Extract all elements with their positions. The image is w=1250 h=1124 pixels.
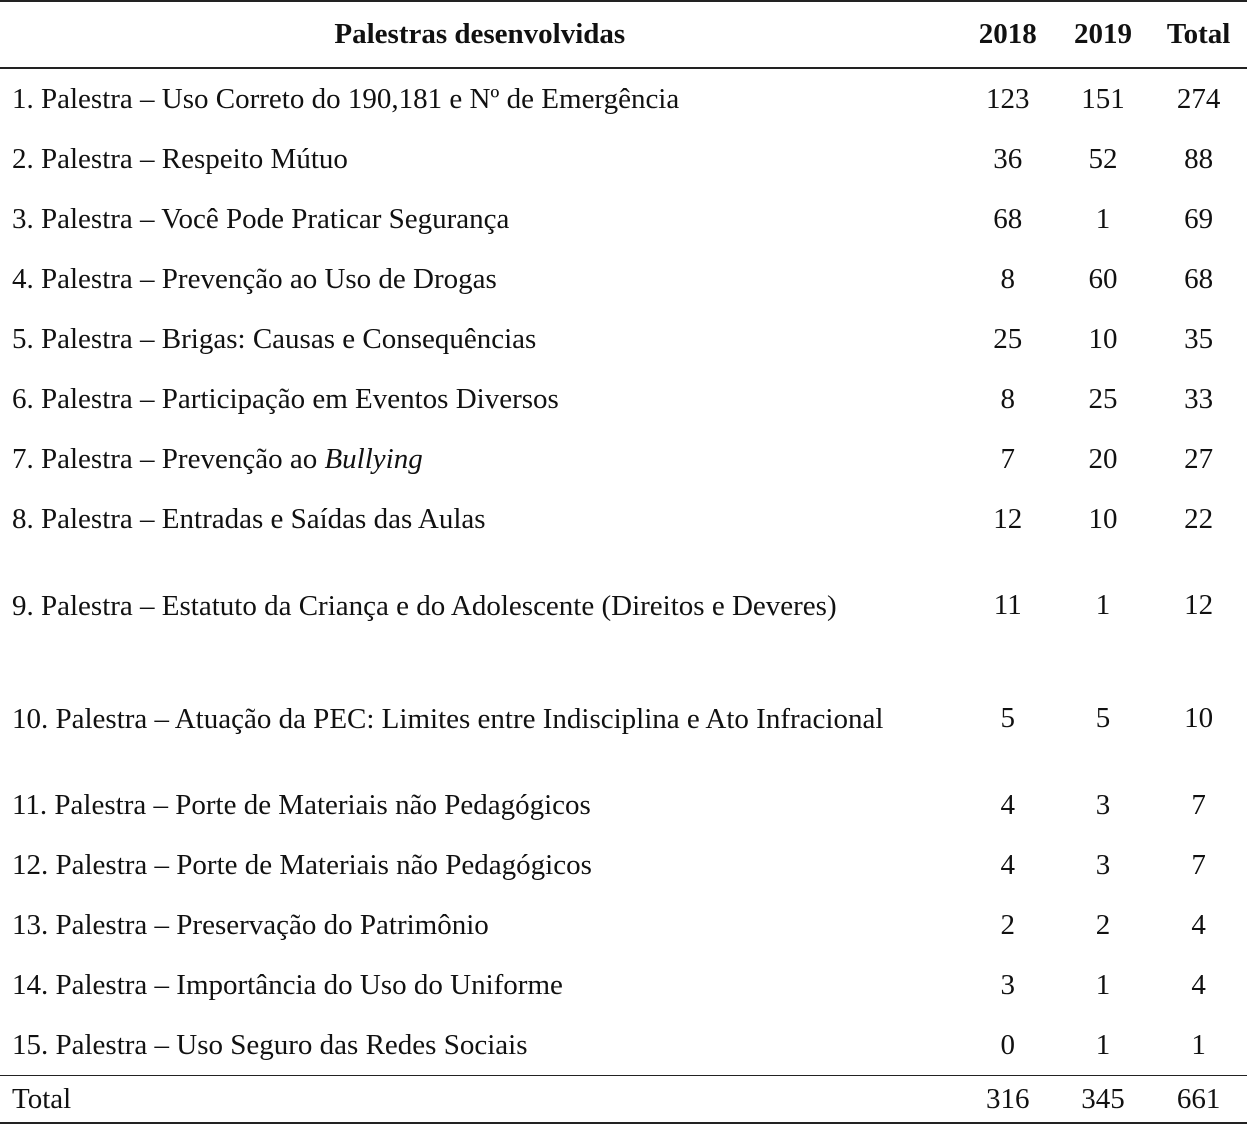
table-row xyxy=(0,662,1247,775)
value-total: 88 xyxy=(1184,142,1214,175)
header-total: Total xyxy=(1150,1,1247,68)
value-2019: 10 xyxy=(1088,502,1118,535)
value-2018: 25 xyxy=(993,322,1023,355)
value-total: 4 xyxy=(1191,968,1206,1001)
table-row xyxy=(0,369,1247,429)
value-2018: 68 xyxy=(993,202,1023,235)
table-row xyxy=(0,189,1247,249)
lecture-name: 9. Palestra – Estatuto da Criança e do Adolescente (Direitos e Deveres) xyxy=(12,589,837,622)
lecture-name: 11. Palestra – Porte de Materiais não Pedagógicos xyxy=(12,789,591,821)
value-2018: 4 xyxy=(1000,848,1015,881)
table-row xyxy=(0,429,1247,489)
value-2018: 11 xyxy=(993,589,1022,621)
value-total: 68 xyxy=(1184,262,1214,295)
value-2018: 0 xyxy=(1000,1028,1015,1061)
value-2019: 20 xyxy=(1088,442,1118,475)
value-total: 4 xyxy=(1191,908,1206,941)
table-row xyxy=(0,955,1247,1015)
value-total: 10 xyxy=(1184,702,1214,734)
value-2018: 3 xyxy=(1000,968,1015,1001)
value-2019: 52 xyxy=(1088,142,1118,175)
table-footer xyxy=(0,1076,1247,1124)
total-2019: 345 xyxy=(1056,1076,1150,1124)
table-row xyxy=(0,895,1247,955)
value-2018: 7 xyxy=(1000,442,1015,475)
value-2019: 1 xyxy=(1095,1028,1111,1061)
value-2019: 60 xyxy=(1088,262,1118,295)
table-row xyxy=(0,549,1247,662)
value-2018: 12 xyxy=(993,502,1023,535)
lecture-name: 7. Palestra – Prevenção ao Bullying xyxy=(12,443,423,475)
table-row xyxy=(0,68,1247,129)
lecture-name: 2. Palestra – Respeito Mútuo xyxy=(12,143,348,175)
value-total: 22 xyxy=(1184,502,1214,535)
value-2019: 5 xyxy=(1095,702,1111,734)
total-2018: 316 xyxy=(960,1076,1056,1124)
value-total: 1 xyxy=(1191,1028,1206,1061)
value-total: 7 xyxy=(1191,788,1206,821)
lecture-name: 10. Palestra – Atuação da PEC: Limites entre Indisciplina e Ato Infracional xyxy=(12,702,884,735)
table-row xyxy=(0,489,1247,549)
value-2018: 123 xyxy=(985,82,1030,115)
total-label: Total xyxy=(0,1076,960,1124)
header-2018: 2018 xyxy=(960,1,1056,68)
total-row xyxy=(0,1076,1247,1124)
header-2019: 2019 xyxy=(1056,1,1150,68)
value-2018: 2 xyxy=(1000,908,1015,941)
lecture-name: 14. Palestra – Importância do Uso do Uniforme xyxy=(12,969,563,1001)
value-2019: 1 xyxy=(1095,202,1111,235)
table-row xyxy=(0,129,1247,189)
value-total: 7 xyxy=(1191,848,1206,881)
value-2018: 5 xyxy=(1000,702,1015,734)
total-overall: 661 xyxy=(1150,1076,1247,1124)
table-header xyxy=(0,1,1247,68)
table-row xyxy=(0,1015,1247,1076)
table-row xyxy=(0,835,1247,895)
value-2019: 1 xyxy=(1095,968,1111,1001)
value-total: 12 xyxy=(1184,589,1214,621)
table-row xyxy=(0,309,1247,369)
table-row xyxy=(0,249,1247,309)
lecture-name: 5. Palestra – Brigas: Causas e Consequências xyxy=(12,323,537,355)
value-total: 69 xyxy=(1184,202,1214,235)
value-total: 27 xyxy=(1184,442,1214,475)
header-lectures: Palestras desenvolvidas xyxy=(0,1,960,68)
value-2019: 151 xyxy=(1081,82,1125,115)
value-2018: 8 xyxy=(1000,382,1015,415)
value-2018: 36 xyxy=(993,142,1023,175)
table-row xyxy=(0,775,1247,835)
lecture-name: 3. Palestra – Você Pode Praticar Segurança xyxy=(12,203,510,235)
value-total: 274 xyxy=(1176,82,1221,115)
lecture-name: 12. Palestra – Porte de Materiais não Pedagógicos xyxy=(12,849,592,881)
value-2019: 1 xyxy=(1095,589,1111,621)
lecture-name: 1. Palestra – Uso Correto do 190,181 e Nº de Emergência xyxy=(12,83,680,115)
value-2019: 3 xyxy=(1095,788,1111,821)
value-total: 33 xyxy=(1184,382,1214,415)
value-2018: 8 xyxy=(1000,262,1015,295)
table-body xyxy=(0,68,1247,1076)
value-2019: 2 xyxy=(1095,908,1111,941)
lecture-name: 6. Palestra – Participação em Eventos Diversos xyxy=(12,383,559,415)
value-2019: 3 xyxy=(1095,848,1111,881)
value-2018: 4 xyxy=(1000,788,1015,821)
lecture-name: 4. Palestra – Prevenção ao Uso de Drogas xyxy=(12,263,497,295)
header-row xyxy=(0,1,1247,68)
italic-term: Bullying xyxy=(324,443,423,475)
lecture-name: 13. Palestra – Preservação do Patrimônio xyxy=(12,909,489,941)
lecture-name: 8. Palestra – Entradas e Saídas das Aulas xyxy=(12,503,486,535)
value-2019: 25 xyxy=(1088,382,1118,415)
lecture-name: 15. Palestra – Uso Seguro das Redes Sociais xyxy=(12,1029,528,1061)
value-2019: 10 xyxy=(1088,322,1118,355)
value-total: 35 xyxy=(1184,322,1214,355)
